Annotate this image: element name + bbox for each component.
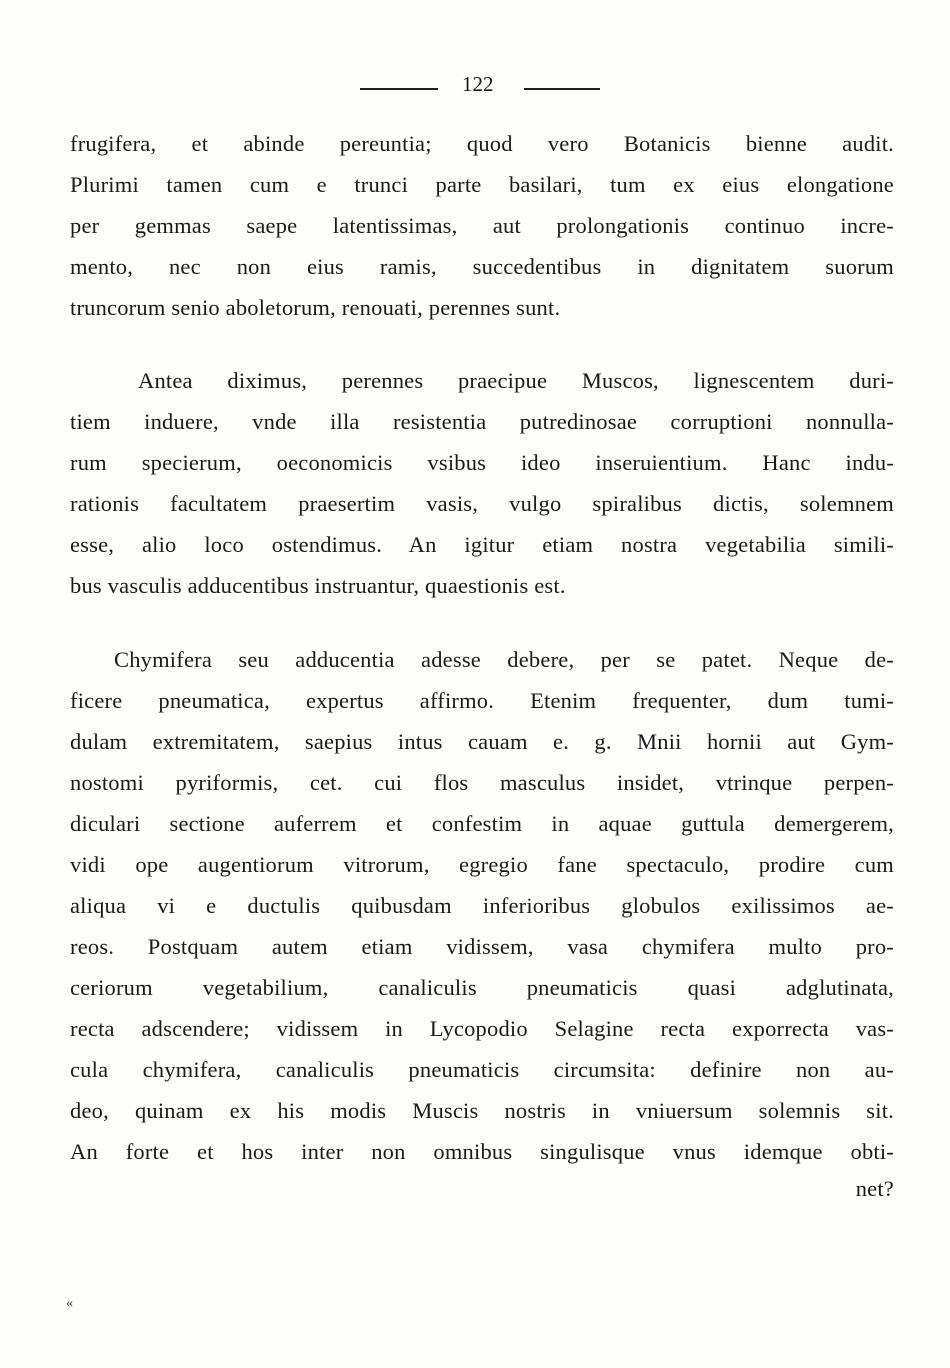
text-line: reos. Postquam autem etiam vidissem, vasa chymifera multo pro- [70, 934, 894, 959]
text-line: aliqua vi e ductulis quibusdam inferioribus globulos exilissimos ae- [70, 893, 894, 918]
text-line: An forte et hos inter non omnibus singulisque vnus idemque obti- [70, 1139, 894, 1164]
header-rule-left [360, 88, 438, 90]
text-line: ficere pneumatica, expertus affirmo. Etenim frequenter, dum tumi- [70, 688, 894, 713]
text-line: mento, nec non eius ramis, succedentibus in dignitatem suorum [70, 254, 894, 279]
text-line: truncorum senio aboletorum, renouati, perennes sunt. [70, 295, 561, 320]
text-line: net? [855, 1176, 894, 1201]
text-line: rum specierum, oeconomicis vsibus ideo inseruientium. Hanc indu- [70, 450, 894, 475]
text-line: deo, quinam ex his modis Muscis nostris in vniuersum solemnis sit. [70, 1098, 894, 1123]
margin-mark: « [66, 1296, 73, 1311]
text-line: cula chymifera, canaliculis pneumaticis circumsita: definire non au- [70, 1057, 894, 1082]
text-line: nostomi pyriformis, cet. cui flos masculus insidet, vtrinque perpen- [70, 770, 894, 795]
text-line: diculari sectione auferrem et confestim in aquae guttula demergerem, [70, 811, 894, 836]
text-line: Plurimi tamen cum e trunci parte basilari, tum ex eius elongatione [70, 172, 894, 197]
text-line: Chymifera seu adducentia adesse debere, per se patet. Neque de- [114, 647, 894, 672]
page-header [0, 68, 950, 98]
text-line: ceriorum vegetabilium, canaliculis pneumaticis quasi adglutinata, [70, 975, 894, 1000]
text-line: esse, alio loco ostendimus. An igitur etiam nostra vegetabilia simili- [70, 532, 894, 557]
page-number: 122 [462, 72, 494, 96]
text-line: Antea diximus, perennes praecipue Muscos, lignescentem duri- [138, 368, 894, 393]
header-rule-right [524, 88, 600, 90]
text-line: per gemmas saepe latentissimas, aut prolongationis continuo incre- [70, 213, 894, 238]
text-line: tiem induere, vnde illa resistentia putredinosae corruptioni nonnulla- [70, 409, 894, 434]
text-line: rationis facultatem praesertim vasis, vulgo spiralibus dictis, solemnem [70, 491, 894, 516]
text-line: vidi ope augentiorum vitrorum, egregio fane spectaculo, prodire cum [70, 852, 894, 877]
text-line: recta adscendere; vidissem in Lycopodio Selagine recta exporrecta vas- [70, 1016, 894, 1041]
text-line: bus vasculis adducentibus instruantur, quaestionis est. [70, 573, 566, 598]
text-line: dulam extremitatem, saepius intus cauam e. g. Mnii hornii aut Gym- [70, 729, 894, 754]
text-line: frugifera, et abinde pereuntia; quod vero Botanicis bienne audit. [70, 131, 894, 156]
